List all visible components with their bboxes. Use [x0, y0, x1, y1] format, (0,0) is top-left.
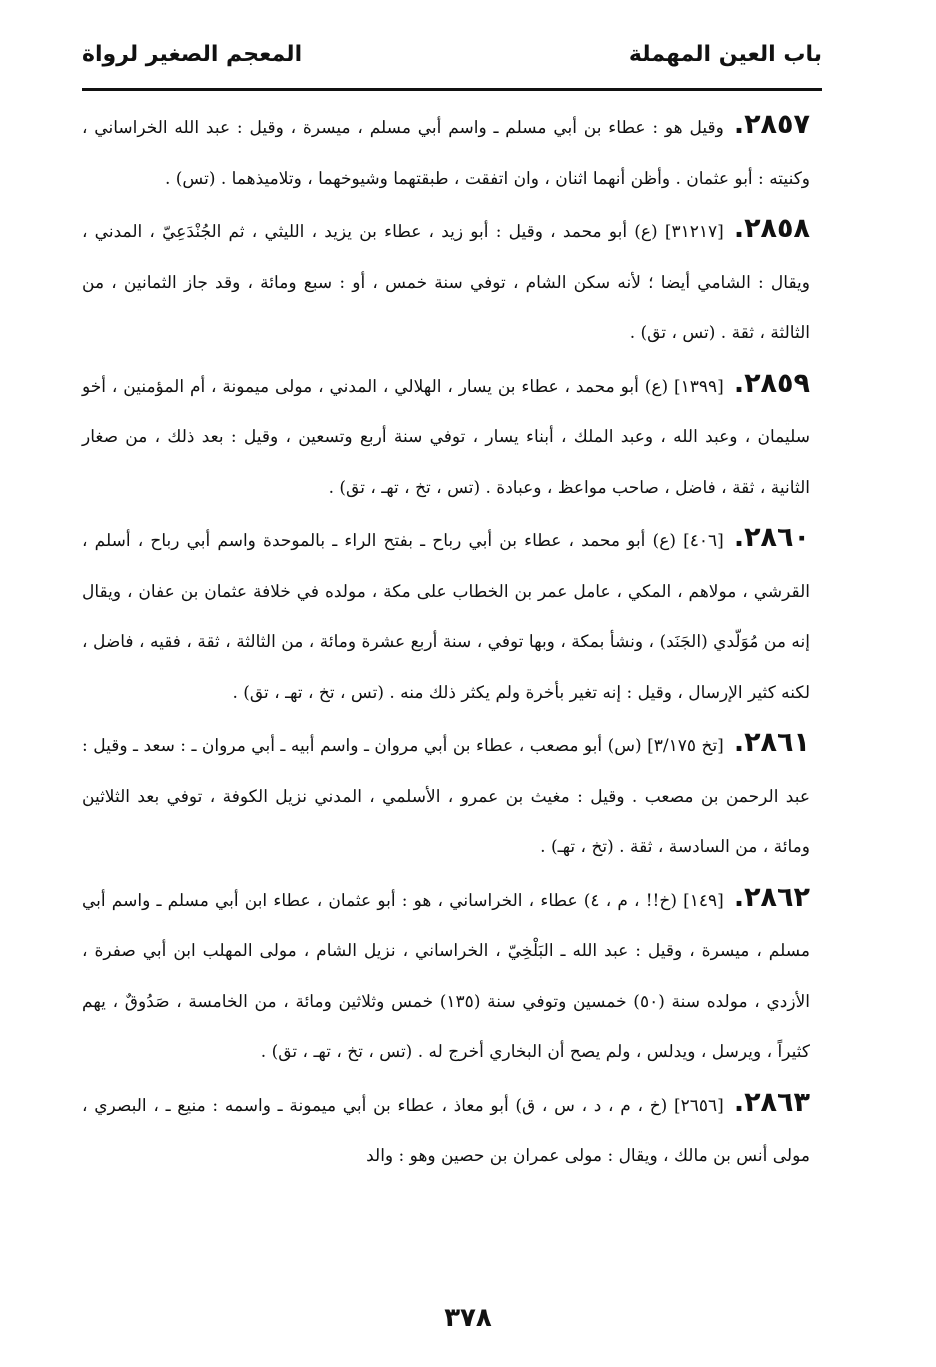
page-number: ٣٧٨ [444, 1303, 492, 1333]
entry-number: ٢٨٦٣. [733, 1086, 810, 1118]
entry-2862 [82, 873, 810, 1078]
entry-2863 [82, 1078, 810, 1182]
entry-text: [١٤٩] (خ!! ، م ، ٤) عطاء ، الخراساني ، هو : أبو عثمان ، عطاء ابن أبي مسلم ـ واسم أبي مسلم ، ميسرة ، وقيل : عبد الله ـ البَلْخِيّ ، الخراساني ، نزيل الشام ، مولى المهلب ابن أبي صفرة ، الأزدي ، مولده سنة (٥٠) خمسين وتوفي سنة (١٣٥) خمس وثلاثين ومائة ، من الخامسة ، صَدُوقٌ ، يهم كثيراً ، ويرسل ، ويدلس ، ولم يصح أن البخاري أخرج له . (تس ، تخ ، تهـ ، تق) . [82, 890, 810, 1062]
entry-number: ٢٨٥٨. [733, 213, 810, 244]
entry-2860 [82, 513, 810, 718]
entry-text: وقيل هو : عطاء بن أبي مسلم ـ واسم أبي مسلم ، ميسرة ، وقيل : عبد الله الخراساني ، وكنيته : أبو عثمان . وأظن أنهما اثنان ، وان اتفقت ، طبقتهما وشيوخهما ، وتلاميذهما . (تس) . [82, 118, 810, 189]
entry-number: ٢٨٦٢. [733, 881, 810, 913]
entry-text: [٢٦٥٦] (خ ، م ، د ، س ، ق) أبو معاذ ، عطاء بن أبي ميمونة ـ واسمه : منيع ـ ، البصري ، مولى أنس بن مالك ، ويقال : مولى عمران بن حصين وهو : والد [82, 1095, 810, 1166]
entry-number: ٢٨٦١. [733, 727, 810, 758]
entries-body [82, 100, 810, 1182]
entry-number: ٢٨٥٩. [733, 367, 810, 399]
book-title: المعجم الصغير لرواة [82, 42, 303, 67]
entry-2858 [82, 204, 810, 359]
entry-number: ٢٨٦٠. [733, 522, 810, 553]
entry-2861 [82, 718, 810, 873]
running-header [82, 38, 822, 82]
entry-text: [٤٠٦] (ع) أبو محمد ، عطاء بن أبي رباح ـ بفتح الراء ـ بالموحدة واسم أبي رباح ، أسلم ، القرشي ، مولاهم ، المكي ، عامل عمر بن الخطاب على مكة ، مولده في خلافة عثمان بن عفان ، ويقال إنه من مُوَلّدي (الجَنَد) ، ونشأ بمكة ، وبها توفي ، سنة أربع عشرة ومائة ، من الثالثة ، ثقة ، فقيه ، فاضل ، لكنه كثير الإرسال ، وقيل : إنه تغير بأخرة ولم يكثر ذلك منه . (تس ، تخ ، تهـ ، تق) . [82, 531, 810, 703]
chapter-title: باب العين المهملة [628, 42, 822, 67]
entry-2859 [82, 359, 810, 514]
header-divider [82, 88, 822, 91]
entry-text: [٣١٢١٧] (ع) أبو محمد ، وقيل : أبو زيد ، عطاء بن يزيد ، الليثي ، ثم الجُنْدَعِيّ ، المدني ، ويقال : الشامي أيضا ؛ لأنه سكن الشام ، توفي سنة خمس ، أو : سبع ومائة ، وقد جاز الثمانين ، من الثالثة ، ثقة . (تس ، تق) . [82, 222, 810, 343]
entry-number: ٢٨٥٧. [733, 109, 810, 140]
entry-text: [تخ ٣/١٧٥] (س) أبو مصعب ، عطاء بن أبي مروان ـ واسم أبيه ـ أبي مروان ـ : سعد ـ وقيل : عبد الرحمن بن مصعب . وقيل : مغيث بن عمرو ، الأسلمي ، المدني نزيل الكوفة ، توفي بعد الثلاثين ومائة ، من السادسة ، ثقة . (تخ ، تهـ) . [82, 736, 810, 857]
entry-text: [١٣٩٩] (ع) أبو محمد ، عطاء بن يسار ، الهلالي ، المدني ، مولى ميمونة ، أم المؤمنين ، أخو سليمان ، وعبد الله ، وعبد الملك ، أبناء يسار ، توفي سنة أربع وتسعين ، وقيل : بعد ذلك ، من صغار الثانية ، ثقة ، فاضل ، صاحب مواعظ ، وعبادة . (تس ، تخ ، تهـ ، تق) . [82, 376, 810, 498]
entry-2857 [82, 100, 810, 204]
